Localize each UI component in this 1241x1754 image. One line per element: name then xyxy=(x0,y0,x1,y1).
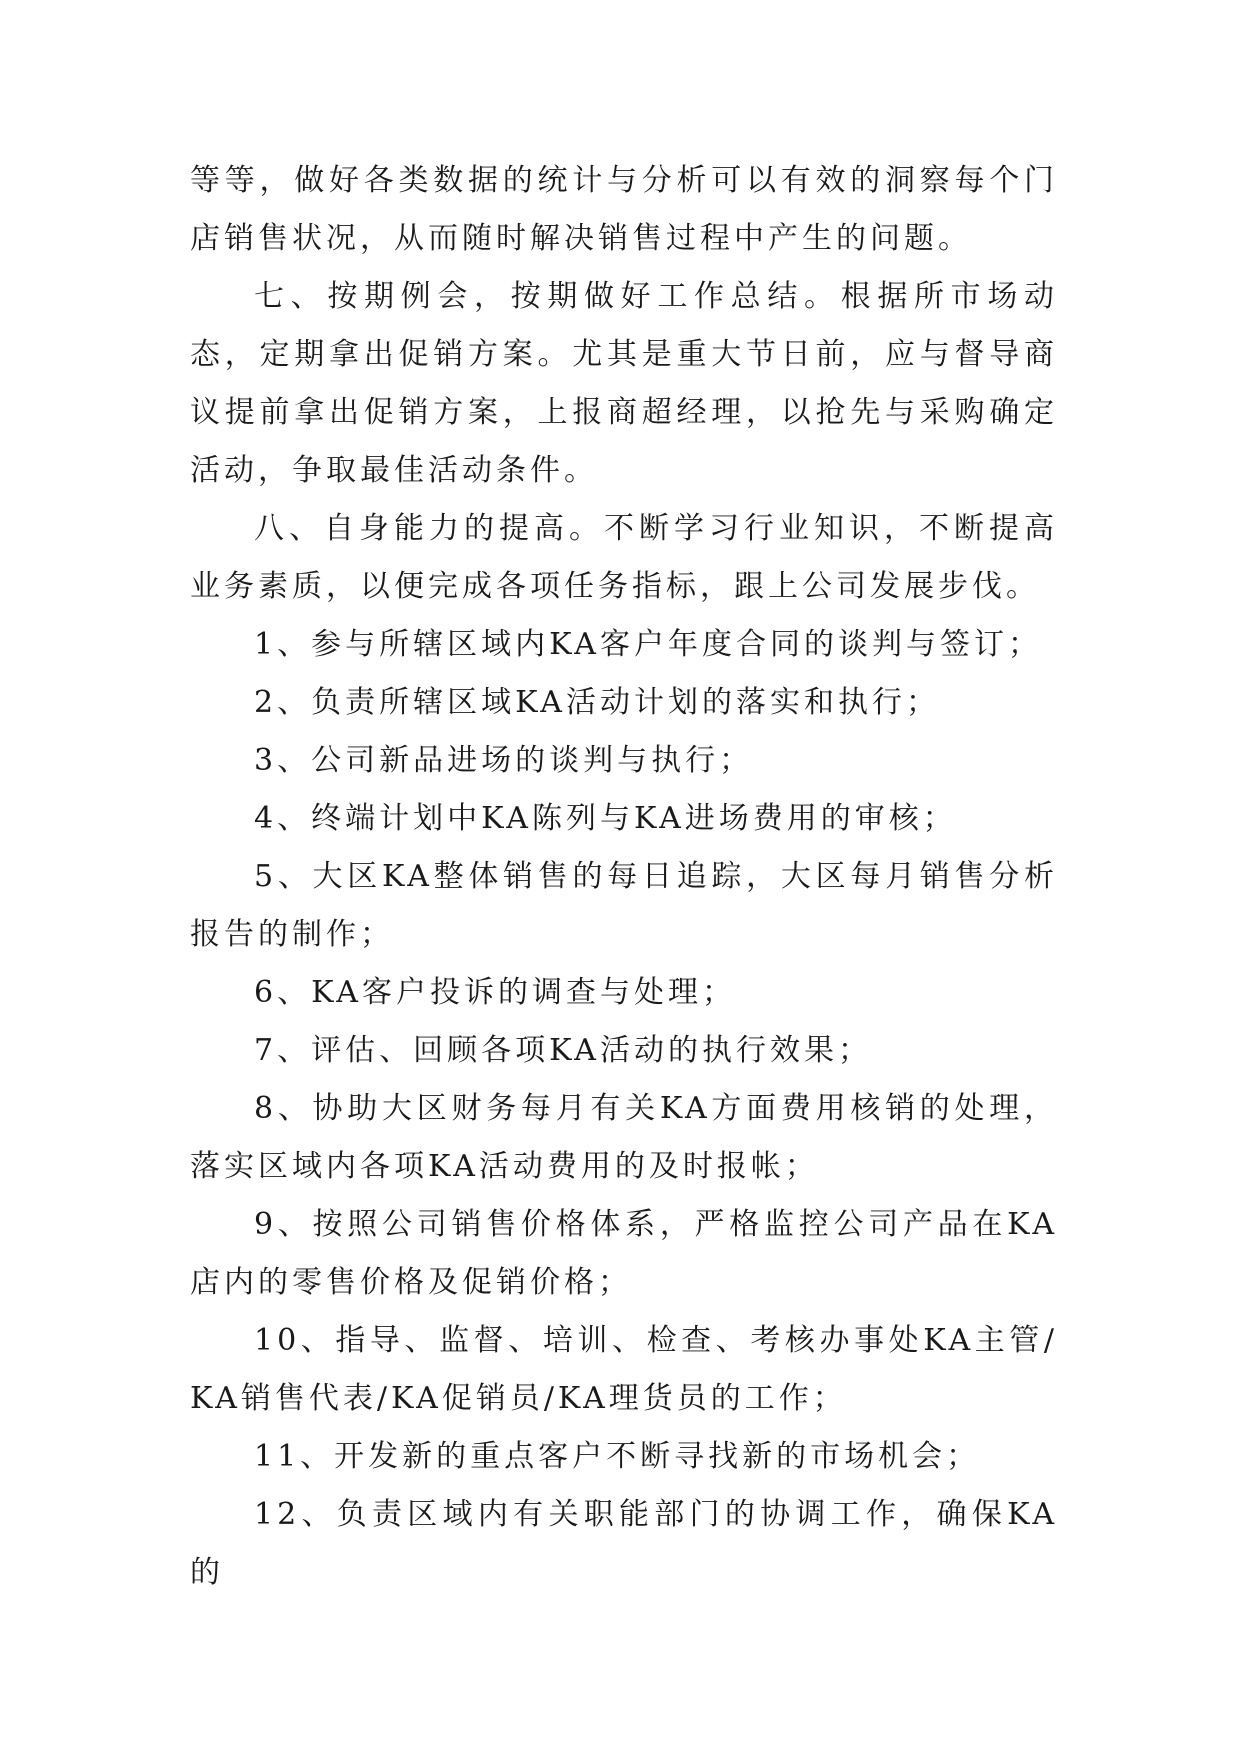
list-item-5: 5、大区KA整体销售的每日追踪，大区每月销售分析报告的制作； xyxy=(190,859,1058,952)
paragraph-3: 八、自身能力的提高。不断学习行业知识，不断提高业务素质，以便完成各项任务指标，跟上公司发展步伐。 xyxy=(190,511,1058,604)
list-item-1: 1、参与所辖区域内KA客户年度合同的谈判与签订； xyxy=(254,627,1042,662)
list-item-10: 10、指导、监督、培训、检查、考核办事处KA主管/KA销售代表/KA促销员/KA理货员的工作； xyxy=(190,1323,1058,1416)
paragraph-2: 七、按期例会，按期做好工作总结。根据所市场动态，定期拿出促销方案。尤其是重大节日前，应与督导商议提前拿出促销方案，上报商超经理，以抢先与采购确定活动，争取最佳活动条件。 xyxy=(190,279,1058,488)
list-item-7: 7、评估、回顾各项KA活动的执行效果； xyxy=(254,1033,872,1068)
paragraph-1: 等等，做好各类数据的统计与分析可以有效的洞察每个门店销售状况，从而随时解决销售过程中产生的问题。 xyxy=(190,163,1058,256)
list-item-3: 3、公司新品进场的谈判与执行； xyxy=(254,743,754,778)
document-body xyxy=(190,152,1058,1602)
list-item-8: 8、协助大区财务每月有关KA方面费用核销的处理，落实区域内各项KA活动费用的及时报帐； xyxy=(190,1091,1058,1184)
list-item-12: 12、负责区域内有关职能部门的协调工作，确保KA的 xyxy=(190,1497,1058,1590)
list-item-9: 9、按照公司销售价格体系，严格监控公司产品在KA店内的零售价格及促销价格； xyxy=(190,1207,1058,1300)
list-item-6: 6、KA客户投诉的调查与处理； xyxy=(254,975,736,1010)
list-item-2: 2、负责所辖区域KA活动计划的落实和执行； xyxy=(254,685,940,720)
list-item-4: 4、终端计划中KA陈列与KA进场费用的审核； xyxy=(254,801,957,836)
list-item-11: 11、开发新的重点客户不断寻找新的市场机会； xyxy=(254,1439,981,1474)
